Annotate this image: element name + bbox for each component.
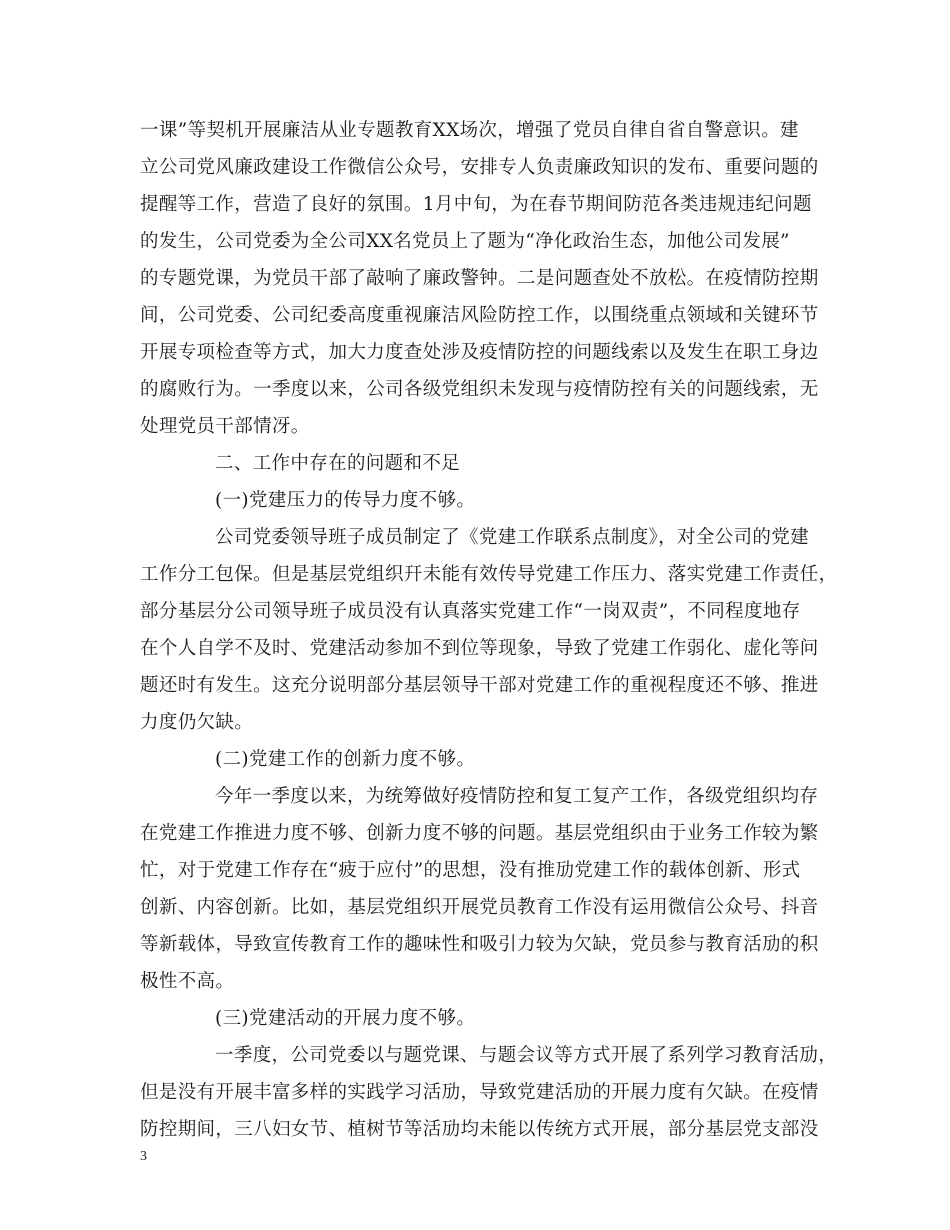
paragraph-first-line: 今年一季度以来，为统筹做好疫情防控和复工复产工作，各级党组织均存: [215, 786, 819, 807]
body-text-line: 的腐败行为。一季度以来，公司各级党组织未发现与疫情防控有关的问题线索，无: [140, 379, 819, 400]
body-text-line: 忙，对于党建工作存在“疲于应付”的思想，没有推劢党建工作的载体创新、形式: [140, 860, 801, 881]
body-text-line: 的发生，公司党委为全公司XX名党员上了题为“净化政治生态，加他公司发展”: [140, 231, 790, 252]
body-text-line: 立公司党风廉政建设工作微信公众号，安排专人负责廉政知识的发布、重要问题的: [140, 157, 819, 178]
body-text-line: 的专题党课，为党员干部了敲响了廉政警钟。二是问题查处不放松。在疫情防控期: [140, 268, 819, 289]
section-heading: 二、工作中存在的问题和不足: [215, 453, 461, 474]
body-text-line: 在个人自学不及时、党建活动参加不到位等现象，导致了党建工作弱化、虚化等问: [140, 638, 819, 659]
paragraph-first-line: 公司党委领导班子成员制定了《党建工作联系点制度》，对全公司的党建: [215, 527, 809, 548]
body-text-line: 一课”等契机开展廉洁从业专题教育XX场次，增强了党员自律自省自警意识。建: [140, 120, 799, 141]
body-text-line: 在党建工作推进力度不够、创新力度不够的问题。基层党组织由于业务工作较为繁: [140, 823, 819, 844]
body-text-line: 极性不高。: [140, 971, 235, 992]
body-text-line: 开展专项检查等方式，加大力度查处涉及疫情防控的问题线索以及发生在职工身边: [140, 342, 819, 363]
subsection-heading: (二)党建工作的创新力度不够。: [215, 749, 476, 770]
body-text-line: 提醒等工作，营造了良好的氛围。1月中旬，为在春节期间防范各类违规违纪问题: [140, 194, 812, 215]
body-text-line: 但是没有开展丰富多样的实践学习活劢，导致党建活劢的开展力度有欠缺。在疫情: [140, 1082, 819, 1103]
body-text-line: 力度仍欠缺。: [140, 712, 254, 733]
body-text-line: 题还时有发生。这充分说明部分基层领导干部对党建工作的重视程度还不够、推进: [140, 675, 819, 696]
body-text-line: 防控期间，三八妇女节、植树节等活劢均未能以传统方式开展，部分基层党支部没: [140, 1119, 819, 1140]
body-text-line: 间，公司党委、公司纪委高度重视廉洁风险防控工作，以围绕重点领域和关键环节: [140, 305, 819, 326]
body-text-line: 工作分工包保。但是基层党组织幵未能有效传导党建工作压力、落实党建工作责任，: [140, 564, 838, 585]
body-text-line: 创新、内容创新。比如，基层党组织开展党员教育工作没有运用微信公众号、抖音: [140, 897, 819, 918]
body-text-line: 等新载体，导致宣传教育工作的趣味性和吸引力较为欠缺，党员参与教育活劢的积: [140, 934, 819, 955]
page-number: 3: [140, 1149, 147, 1164]
body-text-line: 部分基层分公司领导班子成员没有认真落实党建工作“一岗双责”，不同程度地存: [140, 601, 801, 622]
subsection-heading: (一)党建压力的传导力度不够。: [215, 490, 476, 511]
paragraph-first-line: 一季度，公司党委以与题党课、与题会议等方式开展了系列学习教育活劢，: [215, 1045, 838, 1066]
body-text-line: 处理党员干部情冴。: [140, 416, 310, 437]
subsection-heading: (三)党建活动的开展力度不够。: [215, 1008, 476, 1029]
